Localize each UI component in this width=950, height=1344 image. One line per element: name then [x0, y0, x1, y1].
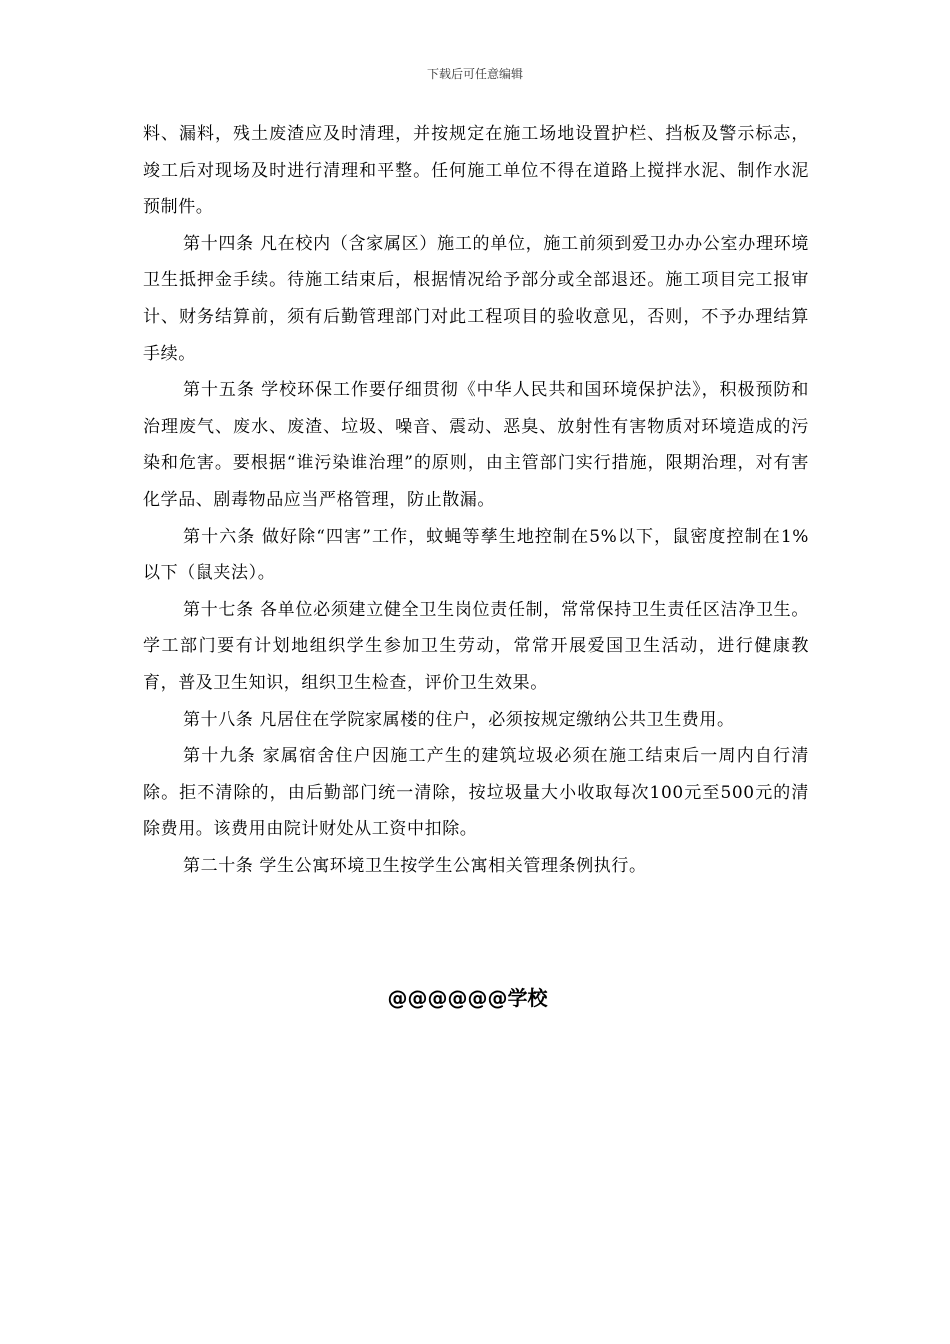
paragraph-continuation: 料、漏料，残土废渣应及时清理，并按规定在施工场地设置护栏、挡板及警示标志，竣工后对现场及时进行清理和平整。任何施工单位不得在道路上搅拌水泥、制作水泥预制件。 [143, 124, 809, 218]
article-15: 第十五条 学校环保工作要仔细贯彻《中华人民共和国环境保护法》，积极预防和治理废气、废水、废渣、垃圾、噪音、震动、恶臭、放射性有害物质对环境造成的污染和危害。要根据“谁污染谁治理”的原则，由主管部门实行措施，限期治理，对有害化学品、剧毒物品应当严格管理，防止散漏。 [143, 380, 809, 510]
article-17: 第十七条 各单位必须建立健全卫生岗位责任制，常常保持卫生责任区洁净卫生。学工部门要有计划地组织学生参加卫生劳动，常常开展爱国卫生活动，进行健康教育，普及卫生知识，组织卫生检查，评价卫生效果。 [143, 599, 809, 693]
school-signature: @@@@@@学校 [387, 986, 548, 1010]
article-19: 第十九条 家属宿舍住户因施工产生的建筑垃圾必须在施工结束后一周内自行清除。拒不清除的，由后勤部门统一清除，按垃圾量大小收取每次100元至500元的清除费用。该费用由院计财处从工资中扣除。 [143, 746, 809, 840]
page-header: 下载后可任意编辑 [426, 67, 523, 81]
article-18: 第十八条 凡居住在学院家属楼的住户，必须按规定缴纳公共卫生费用。 [183, 709, 735, 730]
document-body [143, 116, 809, 884]
article-14: 第十四条 凡在校内（含家属区）施工的单位，施工前须到爱卫办办公室办理环境卫生抵押金手续。待施工结束后，根据情况给予部分或全部退还。施工项目完工报审计、财务结算前，须有后勤管理部门对此工程项目的验收意见，否则，不予办理结算手续。 [143, 233, 809, 364]
article-16: 第十六条 做好除“四害”工作，蚊蝇等孳生地控制在5%以下，鼠密度控制在1%以下（鼠夹法）。 [143, 526, 809, 584]
article-20: 第二十条 学生公寓环境卫生按学生公寓相关管理条例执行。 [183, 855, 647, 876]
